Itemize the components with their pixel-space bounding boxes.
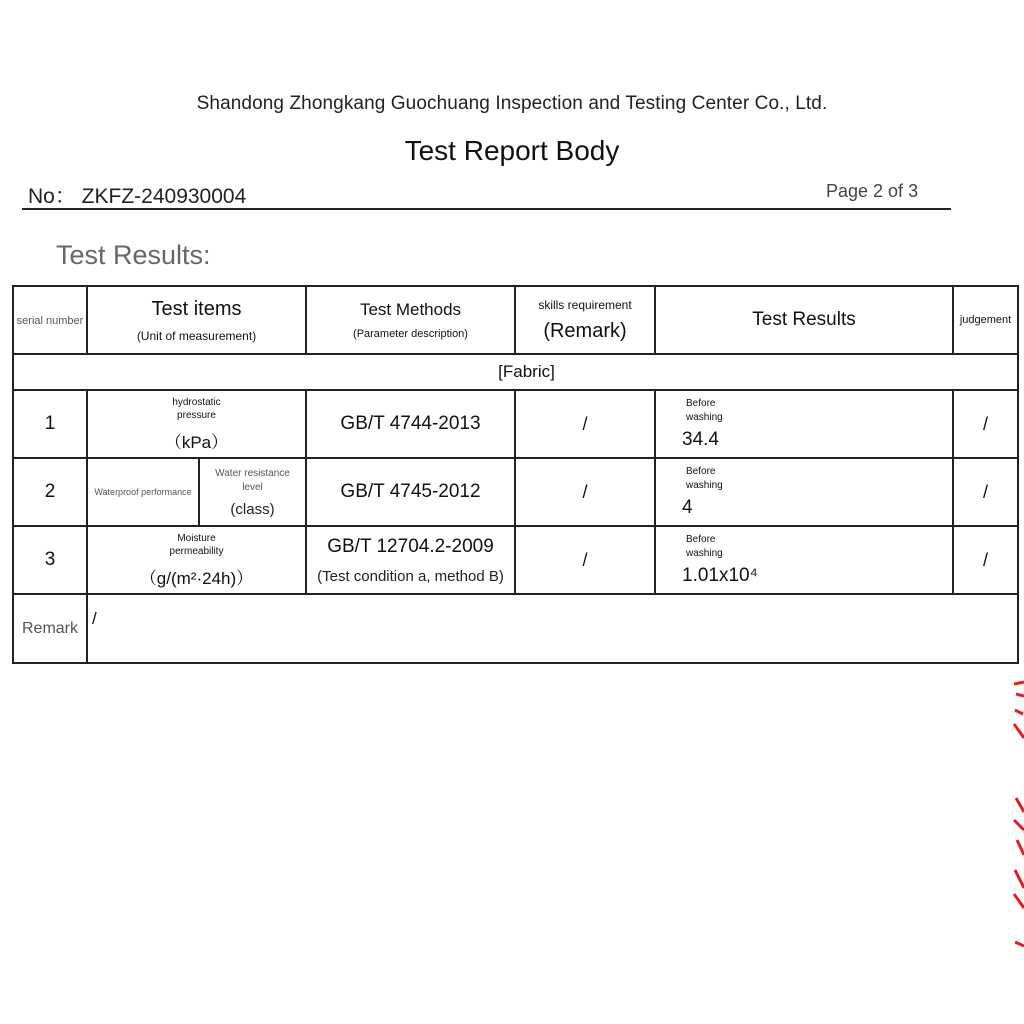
test-item: [87, 458, 306, 526]
test-result: Before washing 34.4: [655, 390, 953, 458]
item-subcategory: Water resistance level (class): [215, 468, 290, 518]
test-item: hydrostatic pressure （kPa）: [87, 390, 306, 458]
official-seal-stamp: [1012, 680, 1024, 960]
remark-label: Remark: [13, 594, 87, 663]
company-name: Shandong Zhongkang Guochuang Inspection and Testing Center Co., Ltd.: [196, 93, 828, 114]
header-serial: serial number: [13, 286, 87, 354]
test-method: GB/T 12704.2-2009 (Test condition a, method B): [306, 526, 515, 594]
requirement: /: [515, 458, 655, 526]
test-method: GB/T 4745-2012: [306, 458, 515, 526]
group-label: [Fabric]: [498, 362, 555, 381]
test-result: Before washing 1.01x10⁴: [655, 526, 953, 594]
requirement: /: [515, 390, 655, 458]
judgement: /: [953, 526, 1018, 594]
report-number: No： ZKFZ-240930004: [28, 185, 247, 208]
group-row: [13, 354, 1018, 390]
header-requirement: skills requirement (Remark): [515, 286, 655, 354]
results-table: [12, 285, 1019, 664]
report-title: Test Report Body: [404, 135, 620, 166]
judgement: /: [953, 458, 1018, 526]
row-number: 1: [13, 390, 87, 458]
header-judgement: judgement: [953, 286, 1018, 354]
row-number: 2: [13, 458, 87, 526]
table-row: [13, 526, 1018, 594]
test-result: Before washing 4: [655, 458, 953, 526]
table-row: [13, 390, 1018, 458]
judgement: /: [953, 390, 1018, 458]
header-methods: Test Methods (Parameter description): [306, 286, 515, 354]
item-category: Waterproof performance: [88, 459, 200, 525]
header-results: Test Results: [655, 286, 953, 354]
header-items: Test items (Unit of measurement): [87, 286, 306, 354]
test-method: GB/T 4744-2013: [306, 390, 515, 458]
requirement: /: [515, 526, 655, 594]
header-divider: [22, 208, 951, 210]
remark-value: /: [87, 594, 1018, 663]
page-indicator: Page 2 of 3: [826, 181, 919, 201]
table-header-row: [13, 286, 1018, 354]
section-title: Test Results:: [56, 240, 211, 270]
remark-row: [13, 594, 1018, 663]
test-item: Moisture permeability （g/(m²·24h)）: [87, 526, 306, 594]
row-number: 3: [13, 526, 87, 594]
table-row: [13, 458, 1018, 526]
